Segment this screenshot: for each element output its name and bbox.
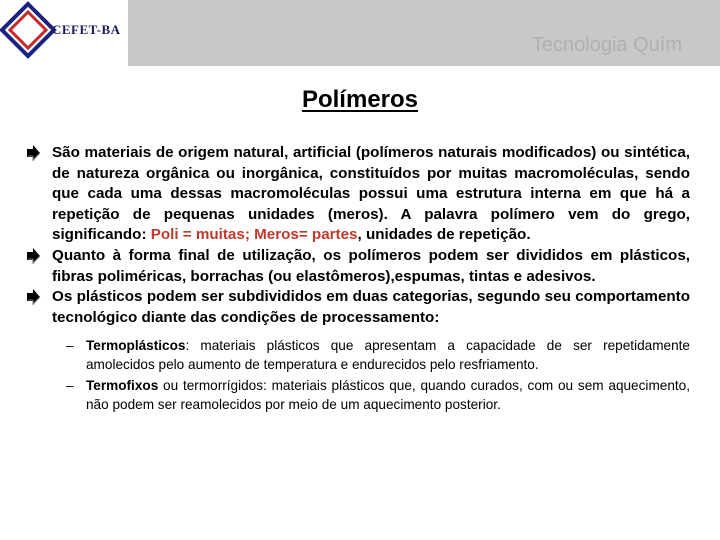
bullet-item — [28, 143, 690, 246]
sub-item — [66, 376, 690, 414]
arrow-bullet-icon — [25, 287, 41, 307]
bullet-text: , unidades de repetição. — [357, 226, 531, 244]
logo — [0, 0, 128, 66]
dash-bullet: – — [66, 378, 74, 394]
highlight-text: Poli = muitas; Meros= partes — [150, 226, 358, 244]
sub-item-text: : materiais plásticos que apresentam a capacidade de ser repetidamente amolecidos pelo aumento de temperatura e endurecidos pelo resfriamento. — [86, 338, 690, 373]
content — [28, 143, 690, 414]
bullet-item — [28, 246, 690, 287]
bullet-text: Os plásticos podem ser subdivididos em duas categorias, segundo seu comportamento tecnológico diante das condições de processamento: — [52, 288, 690, 326]
sub-item-text: ou termorrígidos: materiais plásticos que, quando curados, com ou sem aquecimento, não podem ser reamolecidos por meio de um aquecimento posterior. — [86, 378, 690, 413]
bullet-text: São materiais de origem natural, artificial (polímeros naturais modificados) ou sintética, de natureza orgânica ou inorgânica, constituídos por muitas macromoléculas, sendo que cada uma dessas macromoléculas possui uma estrutura interna em que há a repetição de pequenas unidades (meros). A palavra polímero vem do grego, significando: — [52, 144, 690, 244]
sub-item-term: Termoplásticos — [86, 338, 186, 354]
arrow-bullet-icon — [25, 143, 41, 163]
sub-item — [66, 336, 690, 374]
page-title-wrapper — [0, 86, 720, 114]
logo-text: CEFET-BA — [52, 22, 121, 37]
arrow-bullet-icon — [25, 246, 41, 266]
dash-bullet: – — [66, 338, 74, 354]
sub-item-term: Termofixos — [86, 378, 159, 394]
page-title: Polímeros — [301, 86, 419, 113]
sub-list — [28, 336, 690, 414]
bullet-text: Quanto à forma final de utilização, os polímeros podem ser divididos em plásticos, fibras poliméricas, borrachas (ou elastômeros),espumas, tintas e adesivos. — [52, 246, 690, 285]
bullet-item — [28, 287, 690, 328]
header-title: Tecnologia Quím — [531, 34, 682, 56]
